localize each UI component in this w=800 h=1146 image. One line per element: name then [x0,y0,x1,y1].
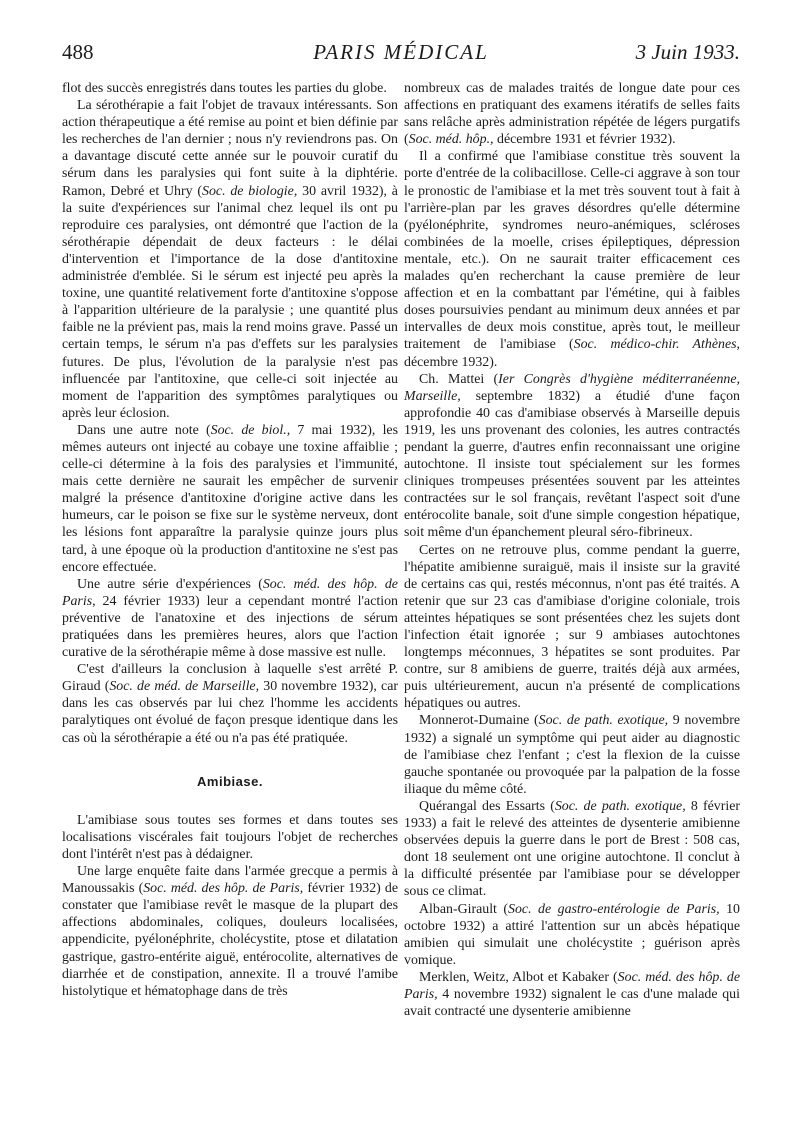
paragraph [404,712,740,797]
paragraph-text: Ch. Mattei ( [419,371,499,387]
page-header [62,40,740,80]
paragraph-text: nombreux cas de malades traités de longue date pour ces affections en pratiquant des examens itératifs de selles faits sans relâche après administration répétée de légers purgatifs ( [404,81,740,148]
paragraph [62,661,398,746]
paragraph [404,148,740,370]
paragraph: flot des succès enregistrés dans toutes les parties du globe. [62,81,387,96]
paragraph: Certes on ne retrouve plus, comme pendant la guerre, l'hépatite amibienne suraiguë, mais il insiste sur la gravité de certains cas qui, restés méconnus, n'ont pas été traités. A retenir que sur 23 cas d'amibiase d'origine coloniale, trois atteintes hépatiques se sont présentées chez les sujets dont l'infection était ignorée ; sur 9 ambiases autochtones longtemps méconnues, 3 hépatites se sont produites. Par contre, sur 8 amibiens de guerre, traités déjà aux armées, puis ultérieurement, aucun n'a présenté de complications hépatiques ou autres. [404,542,740,712]
paragraph-text: Quérangal des Essarts ( [419,798,555,814]
paragraph-text: Alban-Girault ( [419,901,509,917]
paragraph-text: Monnerot-Dumaine ( [419,713,539,729]
reference: Soc. méd. des hôp. de Paris, [404,969,740,1002]
paragraph [404,80,740,148]
paragraph-text: Merklen, Weitz, Albot et Kabaker ( [419,969,618,985]
paragraph-text: Une autre série d'expériences ( [77,576,263,592]
right-column [404,80,740,1020]
reference: Soc. méd. hôp., [408,132,494,148]
paragraph [62,422,398,576]
paragraph-text: décembre 1932). [404,354,498,370]
paragraph-text: 9 novembre 1932) a signalé un symptôme qui peut aider au diagnostic de l'amibiase chez l'enfant ; c'est la flexion de la cuisse gauche spontanée ou provoquée par la palpation de la fosse iliaque du même côté. [404,713,740,797]
paragraph-text: Il a confirmé que l'amibiase constitue très souvent la porte d'entrée de la colibacillose. Celle-ci aggrave à son tour le pronostic de l'amibiase et la met très souvent tout à fait à l'arrière-plan par les graves désordres qu'elle détermine (pyélonéphrite, syndromes neuro-anémiques, scléroses combinées de la moelle, crises épileptiques, dépression mentale, etc.). On ne saurait traiter efficacement ces malades qu'en recherchant la cause première de leur affection et en la combattant par l'émétine, qui à faibles doses poursuivies pendant au minimum deux années et par intervalles de deux mois constitue, après tout, le meilleur traitement de l'amibiase ( [404,149,740,353]
reference: Soc. de biol., [210,422,291,438]
paragraph: La sérothérapie a fait l'objet de travaux intéressants. Son action thérapeutique a été remise au point et bien définie par les recherches de l'an dernier ; nous n'y reviendrons pas. On a davantage discuté cette année sur le pouvoir curatif du sérum dans les paralysies qui font suite à la diphtérie. Ramon, Debré et Uhry (Soc. de biologie, 30 avril 1932), à la suite d'expériences sur l'animal chez lequel ils ont pu reproduire ces paralysies, ont démontré que l'action de la sérothérapie dépendait de deux facteurs : le délai d'intervention et l'importance de la dose d'antitoxine administrée d'emblée. Si le sérum est injecté peu après la toxine, une quantité relativement forte d'antitoxine s'oppose à l'apparition ultérieure de la paralysie ; une quantité plus faible ne la prévient pas, mais la rend moins grave. Passé un certain temps, le sérum n'a pas d'effets sur les paralysies futures. De plus, l'évolution de la paralysie n'est pas influencée par l'antitoxine, que celle-ci soit injectée au moment de l'apparition des symptômes paralytiques ou après leur éclosion. [62,98,398,421]
paragraph-text: septembre 1832) a étudié d'une façon approfondie 40 cas d'amibiase observés à Marseille depuis 1919, les uns provenant des colonies, les autres contractés pendant la guerre, d'autres enfin reconnaissant une origine autochtone. Il insiste tout spécialement sur les formes cliniques trompeuses présentées souvent par les atteintes contractées sur le sol français, revêtant l'aspect soit d'une entérocolite banale, soit d'une simple congestion hépatique, soit même d'un épanchement pleural séro-fibrineux. [404,388,740,541]
reference: Soc. méd. des hôp. de Paris, [62,576,398,609]
paragraph-text: 10 octobre 1932) a attiré l'attention sur un abcès hépatique amibien qui simulait une cholécystite ; guérison après vomique. [404,901,740,968]
paragraph-text: 8 février 1933) a fait le relevé des atteintes de dysenterie amibienne observées depuis la guerre dans le port de Brest : 508 cas, dont 18 seulement ont une origine autochtone. Il conclut à la difficulté présentée par l'amibiase pour se développer sous ce climat. [404,798,741,900]
paragraph [404,901,740,969]
reference: Soc. de biologie, [202,183,298,199]
reference: Soc. de path. exotique, [554,798,686,814]
left-column [62,80,398,1000]
paragraph-text: décembre 1931 et février 1932). [497,132,676,148]
paragraph: L'amibiase sous toutes ses formes et dans toutes ses localisations viscérales fait toujours l'objet de recherches dont l'intérêt n'est pas à dédaigner. [62,812,398,862]
paragraph-text: La sérothérapie a fait l'objet de travaux intéressants. Son action thérapeutique a été remise au point et bien définie par les recherches de l'an dernier ; nous n'y reviendrons pas. On a davantage discuté cette année sur le pouvoir curatif du sérum dans les paralysies qui font suite à la diphtérie. Ramon, Debré et Uhry [62,98,398,199]
reference: Soc. méd. des hôp. de Paris, [143,881,304,897]
paragraph [404,798,740,901]
issue-date: 3 Juin 1933. [635,40,740,64]
paragraph-text: C'est d'ailleurs la conclusion à laquelle s'est arrêté P. Giraud ( [62,662,398,695]
paragraph [62,576,398,661]
paragraph-text: 24 février 1933) leur a cependant montré l'action préventive de l'anatoxine et des injections de sérum pratiquées dans les premières heures, alors que l'action curative de la sérothérapie même à dose massive est nulle. [62,593,398,661]
reference: Soc. de méd. de Marseille, [109,679,260,695]
paragraph-text: Une large enquête faite dans l'armée grecque a permis à Manoussakis ( [62,864,398,897]
reference: Ier Congrès d'hygiène méditerranéenne, Marseille, [404,371,740,404]
paragraph-text: Dans une autre note ( [77,422,211,438]
paragraph-text: 7 mai 1932), les mêmes auteurs ont injecté au cobaye une toxine affaiblie ; celle-ci détermine à la fois des paralysies et l'immunité, mais cette dernière ne saurait les empêcher de survenir malgré la présence d'antitoxine d'origine active dans les humeurs, car le poison se fixe sur le système nerveux, dont les lésions font apparaître la paralysie quinze jours plus tard, à une époque où la production d'antitoxine ne s'est pas encore effectuée. [62,422,398,575]
paragraph [62,863,398,1000]
journal-title: PARIS MÉDICAL [313,40,489,64]
paragraph-text: 4 novembre 1932) signalent le cas d'une malade qui avait contracté une dysenterie amibienne [404,986,740,1020]
paragraph-text: 30 avril 1932), à la suite d'expériences sur l'animal chez lequel ils ont pu reproduire ces paralysies, ont démontré que l'action de la sérothérapie dépendait de deux facteurs : le délai d'intervention et l'importance de la dose d'antitoxine administrée d'emblée. Si le sérum est injecté peu après la toxine, une quantité relativement forte d'antitoxine s'oppose à l'apparition ultérieure de la paralysie ; une quantité plus faible ne la prévient pas, mais la rend moins grave. Passé un certain temps, le sérum n'a pas d'effets sur les paralysies futures. De plus, l'évolution de la paralysie n'est pas influencée par l'antitoxine, que celle-ci soit injectée au moment de l'apparition des symptômes paralytiques ou après leur éclosion. [62,183,398,421]
reference: Soc. médico-chir. Athènes, [573,337,740,353]
paragraph-text: février 1932) de constater que l'amibiase revêt le masque de la plupart des affections abdominales, coliques, douleurs localisées, appendicite, pyélonéphrite, cholécystite, ptose et dilatation gastrique, gastro-entérite aiguë, entérocolite, alternatives de diarrhée et de constipation, annexite. Il a trouvé l'amibe histolytique et hématophage dans de très [62,881,398,999]
paragraph [404,969,740,1020]
paragraph [404,371,740,542]
page-number: 488 [62,40,94,64]
paragraph-text: 30 novembre 1932), car dans les cas observés par lui chez l'homme les accidents paralytiques ont évolué de façon presque identique dans les cas où la sérothérapie a été ou n'a pas été pratiquée. [62,679,398,746]
reference: Soc. de gastro-entérologie de Paris, [508,901,720,917]
reference: Soc. de path. exotique, [538,713,669,729]
section-heading: Amibiase. [197,773,263,789]
